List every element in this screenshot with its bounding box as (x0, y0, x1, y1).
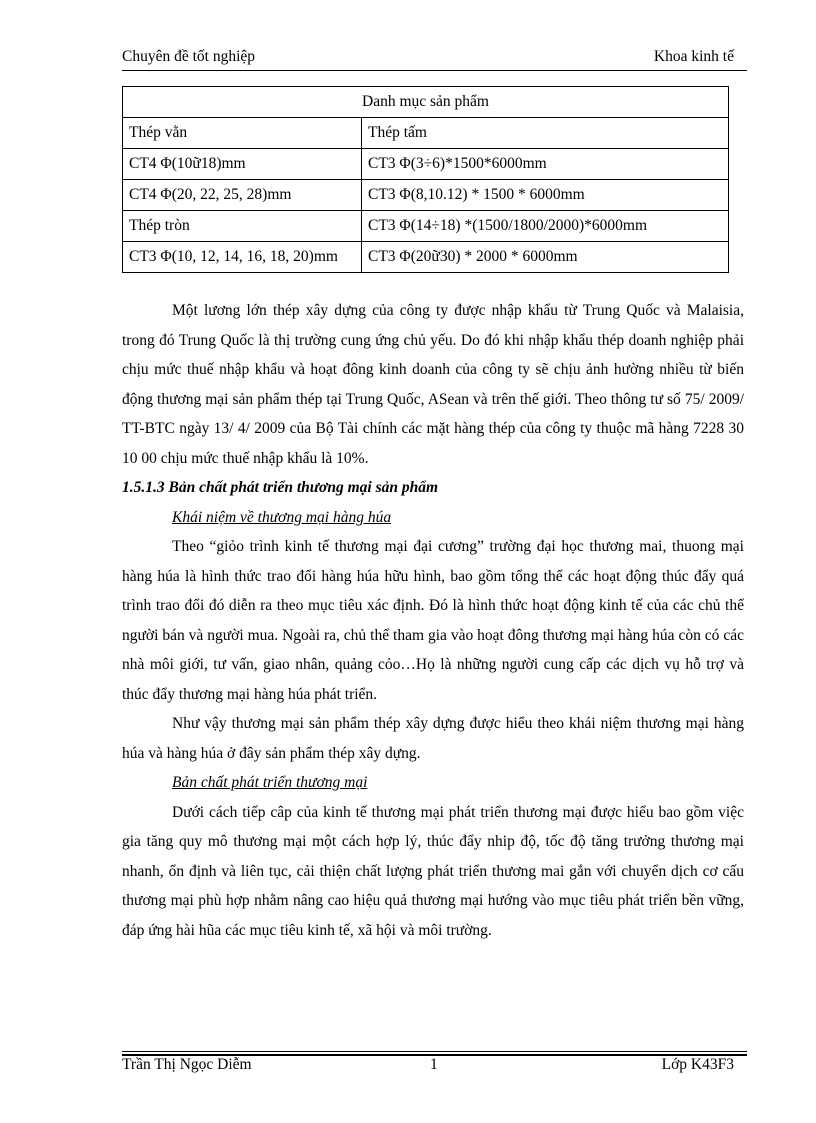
table-caption: Danh mục sản phẩm (123, 87, 729, 118)
footer-rule (122, 1051, 747, 1052)
footer-author: Trần Thị Ngọc Diễm (122, 1056, 252, 1073)
table-caption-row (123, 87, 729, 118)
paragraph-steel-trade: Như vậy thương mại sản phẩm thép xây dựng được hiểu theo khái niệm thương mại hàng húa và hàng húa ở đây sản phẩm thép xây dựng. (122, 715, 744, 762)
table-cell: CT3 Φ(8,10.12) * 1500 * 6000mm (362, 180, 729, 211)
footer-class: Lớp K43F3 (661, 1056, 734, 1073)
table-cell: CT3 Φ(3÷6)*1500*6000mm (362, 149, 729, 180)
paragraph-development: Dưới cách tiếp câp của kinh tế thương mại phát triển thương mại được hiểu bao gồm việc gia tăng quy mô thương mại một cách hợp lý, thúc đẩy nhip độ, tốc độ tăng trưởng thương mại nhanh, ổn định và liên tục, cải thiện chất lượng phát triển thương mai gắn với chuyển dịch cơ cấu thương mại phù hợp nhằm nâng cao hiệu quả thương mại hướng vào mục tiêu phát triển bền vững, đáp ứng hài hũa các mục tiêu kinh tế, xã hội và môi trường. (122, 803, 744, 939)
table-cell: Thép tròn (123, 211, 362, 242)
header-rule (122, 70, 747, 71)
table-cell: Thép tấm (362, 118, 729, 149)
page-header (122, 48, 734, 70)
table-cell: CT3 Φ(14÷18) *(1500/1800/2000)*6000mm (362, 211, 729, 242)
subheading-nature: Bản chất phát triển thương mại (172, 774, 368, 791)
product-table (122, 86, 729, 273)
table-cell: CT4 Φ(10ữ18)mm (123, 149, 362, 180)
table-row (123, 211, 729, 242)
body-text (122, 296, 744, 945)
table-row (123, 118, 729, 149)
table-row (123, 242, 729, 273)
header-right-text: Khoa kinh tế (653, 48, 734, 65)
table-row (123, 149, 729, 180)
table-cell: CT3 Φ(20ữ30) * 2000 * 6000mm (362, 242, 729, 273)
paragraph-import: Một lương lớn thép xây dựng của công ty được nhập khẩu từ Trung Quốc và Malaisia, trong đó Trung Quốc là thị trường cung ứng chủ yếu. Do đó khi nhập khẩu thép doanh nghiệp phải chịu mức thuế nhập khẩu và hoạt đông kinh doanh của công ty sẽ chịu ảnh hường nhiều từ biến động thương mại sản phẩm thép tại Trung Quốc, ASean và trên thế giới. Theo thông tư số 75/ 2009/ TT-BTC ngày 13/ 4/ 2009 của Bộ Tài chính các mặt hàng thép của công ty thuộc mã hàng 7228 30 10 00 chịu mức thuế nhập khẩu là 10%. (122, 302, 744, 467)
table-cell: CT3 Φ(10, 12, 14, 16, 18, 20)mm (123, 242, 362, 273)
table-cell: CT4 Φ(20, 22, 25, 28)mm (123, 180, 362, 211)
page-footer (122, 1056, 734, 1078)
table-row (123, 180, 729, 211)
table-cell: Thép vằn (123, 118, 362, 149)
header-left-text: Chuyên đề tốt nghiệp (122, 48, 256, 65)
paragraph-definition: Theo “giỏo trình kinh tế thương mại đại cương” trường đại học thương mai, thuong mại hàng húa là hình thức trao đổi hàng húa hữu hình, bao gồm tổng thể các hoạt động thúc đẩy quá trình trao đổi đó diễn ra theo mục tiêu xác định. Đó là hình thức hoạt động kinh tế của các chủ thể người bán và người mua. Ngoài ra, chủ thể tham gia vào hoạt đông thương mại hàng húa còn có các nhà môi giới, tư vấn, giao nhân, quảng cỏo…Họ là những người cung cấp các dịch vụ hỗ trợ và thúc đẩy thương mại hàng húa phát triển. (122, 538, 744, 703)
page-number: 1 (430, 1056, 438, 1073)
subheading-concept: Khái niệm về thương mại hàng húa (172, 508, 392, 526)
section-heading: 1.5.1.3 Bản chất phát triển thương mại sản phẩm (122, 479, 439, 496)
